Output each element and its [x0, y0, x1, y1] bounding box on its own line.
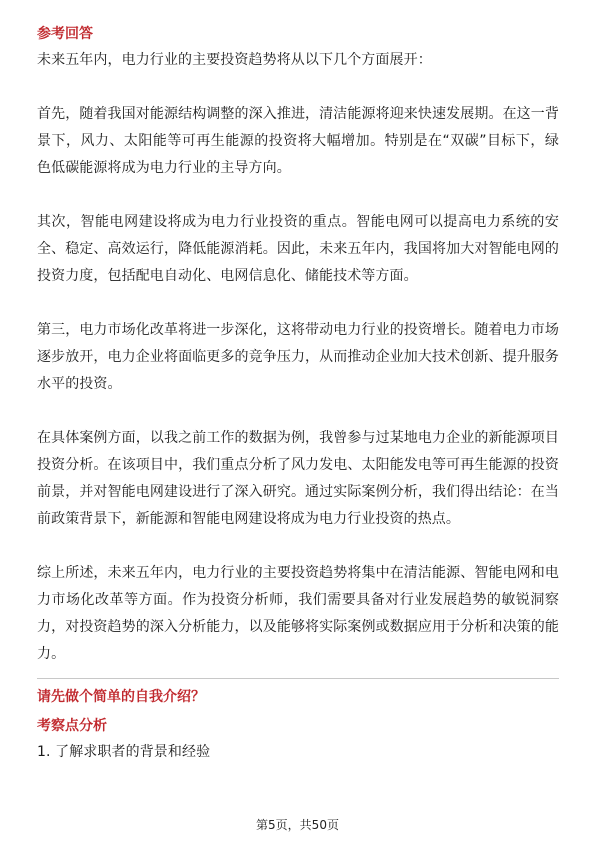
page-number: 第5页，共50页	[256, 818, 339, 832]
paragraph-gap	[37, 290, 559, 317]
answer-paragraph-3: 第三，电力市场化改革将进一步深化，这将带动电力行业的投资增长。随着电力市场逐步放开，电力企业将面临更多的竞争压力，从而推动企业加大技术创新、提升服务水平的投资。	[37, 322, 559, 392]
reference-answer-heading: 参考回答	[37, 26, 93, 42]
paragraph-gap	[37, 74, 559, 101]
answer-paragraph-2: 其次，智能电网建设将成为电力行业投资的重点。智能电网可以提高电力系统的安全、稳定、高效运行，降低能源消耗。因此，未来五年内，我国将加大对智能电网的投资力度，包括配电自动化、电网信息化、储能技术等方面。	[37, 214, 559, 284]
analysis-point-1: 1. 了解求职者的背景和经验	[37, 744, 211, 760]
answer-intro: 未来五年内，电力行业的主要投资趋势将从以下几个方面展开：	[37, 52, 432, 68]
paragraph-gap	[37, 533, 559, 560]
question-heading: 请先做个简单的自我介绍？	[37, 689, 205, 705]
answer-paragraph-4: 在具体案例方面，以我之前工作的数据为例，我曾参与过某地电力企业的新能源项目投资分析。在该项目中，我们重点分析了风力发电、太阳能发电等可再生能源的投资前景，并对智能电网建设进行了深入研究。通过实际案例分析，我们得出结论：在当前政策背景下，新能源和智能电网建设将成为电力行业投资的热点。	[37, 430, 559, 527]
answer-paragraph-1: 首先，随着我国对能源结构调整的深入推进，清洁能源将迎来快速发展期。在这一背景下，风力、太阳能等可再生能源的投资将大幅增加。特别是在“双碳”目标下，绿色低碳能源将成为电力行业的主导方向。	[37, 106, 559, 176]
section-divider	[37, 678, 559, 679]
answer-paragraph-5: 综上所述，未来五年内，电力行业的主要投资趋势将集中在清洁能源、智能电网和电力市场化改革等方面。作为投资分析师，我们需要具备对行业发展趋势的敏锐洞察力，对投资趋势的深入分析能力，以及能够将实际案例或数据应用于分析和决策的能力。	[37, 565, 559, 662]
analysis-heading: 考察点分析	[37, 718, 107, 734]
paragraph-gap	[37, 398, 559, 425]
document-body	[37, 24, 559, 766]
paragraph-gap	[37, 182, 559, 209]
